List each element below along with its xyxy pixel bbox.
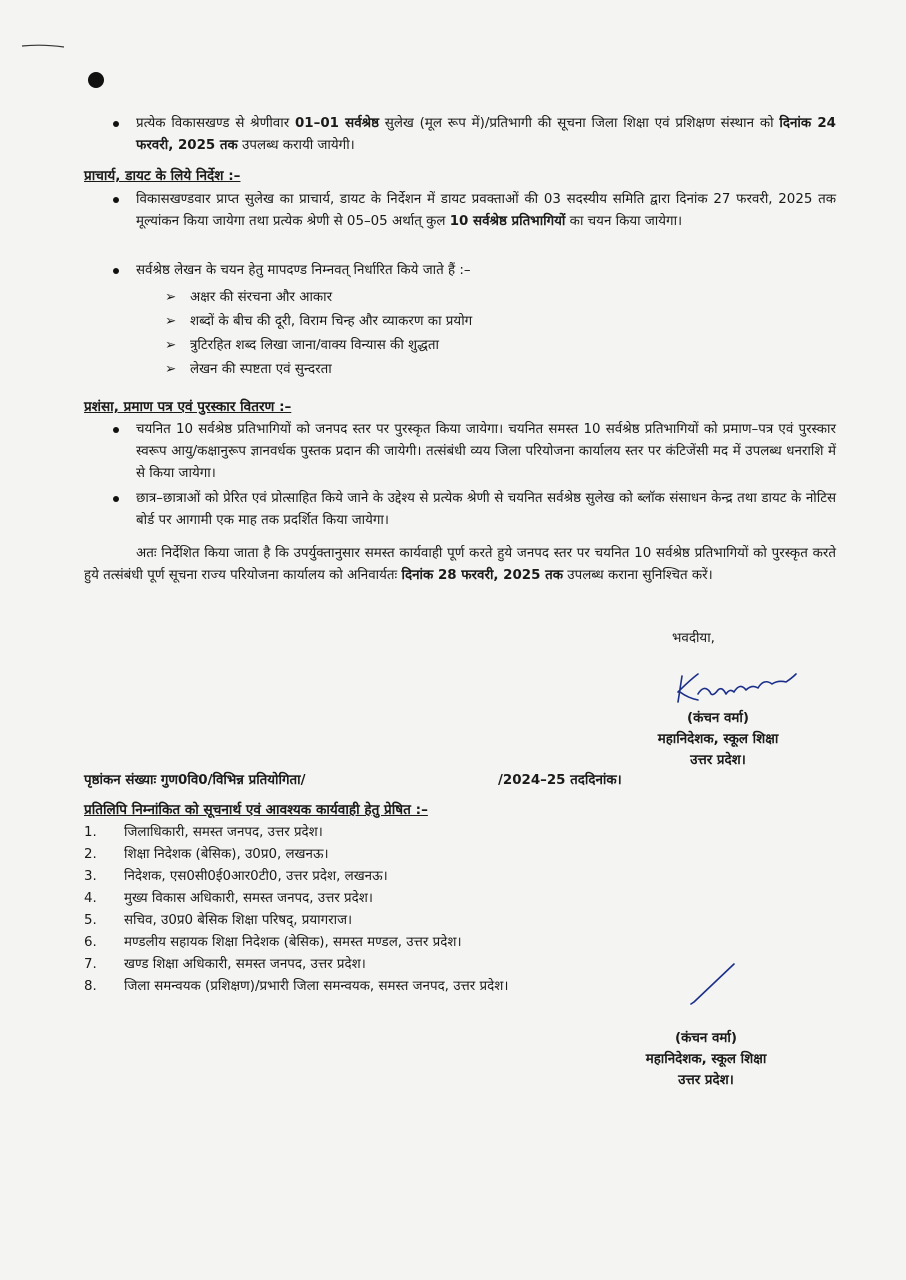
punch-hole	[88, 72, 104, 88]
criteria-item: अक्षर की संरचना और आकार	[190, 290, 333, 305]
signatory-name-2: (कंचन वर्मा)	[674, 1031, 738, 1046]
endorsement-date: /2024–25 तददिनांक।	[498, 773, 622, 788]
signatory-designation-2: महानिदेशक, स्कूल शिक्षा	[645, 1052, 767, 1067]
signatory-state: उत्तर प्रदेश।	[690, 753, 746, 768]
initial-mark	[690, 962, 738, 1006]
list-item: जिलाधिकारी, समस्त जनपद, उत्तर प्रदेश।	[124, 825, 323, 840]
list-item-number: 4.	[84, 891, 97, 906]
list-item: मण्डलीय सहायक शिक्षा निदेशक (बेसिक), समस्त मण्डल, उत्तर प्रदेश।	[124, 935, 462, 950]
awards-bullet-1: चयनित 10 सर्वश्रेष्ठ प्रतिभागियों को जनपद स्तर पर पुरस्कृत किया जायेगा। चयनित समस्त 10 सर्वश्रेष्ठ प्रतिभागियों को प्रमाण–पत्र एवं पुरस्कार स्वरूप आयु/कक्षानुरूप ज्ञानवर्धक पुस्तक प्रदान की जायेगी। तत्संबंधी व्यय जिला परियोजना कार्यालय स्तर पर कंटिजेंसी मद में उपलब्ध धनराशि में से किया जायेगा।	[136, 422, 836, 481]
principal-bullet-1: विकासखण्डवार प्राप्त सुलेख का प्राचार्य, डायट के निर्देशन में डायट प्रवक्ताओं की 03 सदस्यीय समिति द्वारा दिनांक 27 फरवरी, 2025 तक मूल्यांकन किया जायेगा तथा प्रत्येक श्रेणी से 05–05 अर्थात् कुल 10 सर्वश्रेष्ठ प्रतिभागियों का चयन किया जायेगा।	[136, 192, 836, 229]
bullet-icon	[113, 268, 119, 274]
awards-bullet-2: छात्र–छात्राओं को प्रेरित एवं प्रोत्साहित किये जाने के उद्देश्य से प्रत्येक श्रेणी से चयनित सर्वश्रेष्ठ सुलेख को ब्लॉक संसाधन केन्द्र तथा डायट के नोटिस बोर्ड पर आगामी एक माह तक प्रदर्शित किया जायेगा।	[136, 491, 836, 528]
bullet-icon	[113, 496, 119, 502]
arrow-icon: ➢	[165, 338, 177, 353]
salutation: भवदीया,	[672, 631, 715, 646]
bullet-icon	[113, 197, 119, 203]
intro-bullet: प्रत्येक विकासखण्ड से श्रेणीवार 01–01 सर्वश्रेष्ठ सुलेख (मूल रूप में)/प्रतिभागी की सूचना जिला शिक्षा एवं प्रशिक्षण संस्थान को दिनांक 24 फरवरी, 2025 तक उपलब्ध करायी जायेगी।	[136, 116, 836, 153]
endorsement-label: पृष्ठांकन संख्याः गुण0वि0/विभिन्न प्रतियोगिता/	[84, 773, 306, 788]
principal-bullet-2: सर्वश्रेष्ठ लेखन के चयन हेतु मापदण्ड निम्नवत् निर्धारित किये जाते हैं :–	[136, 263, 471, 278]
list-item: सचिव, उ0प्र0 बेसिक शिक्षा परिषद्, प्रयागराज।	[124, 913, 353, 928]
list-item-number: 2.	[84, 847, 97, 862]
criteria-item: शब्दों के बीच की दूरी, विराम चिन्ह और व्याकरण का प्रयोग	[190, 314, 473, 329]
section-heading-awards: प्रशंसा, प्रमाण पत्र एवं पुरस्कार वितरण :–	[84, 399, 292, 415]
list-item: मुख्य विकास अधिकारी, समस्त जनपद, उत्तर प्रदेश।	[124, 891, 373, 906]
scan-mark	[22, 44, 64, 48]
section-heading-principal: प्राचार्य, डायट के लिये निर्देश :–	[84, 168, 241, 184]
arrow-icon: ➢	[165, 314, 177, 329]
signatory-name: (कंचन वर्मा)	[686, 711, 750, 726]
bullet-icon	[113, 427, 119, 433]
list-item: जिला समन्वयक (प्रशिक्षण)/प्रभारी जिला समन्वयक, समस्त जनपद, उत्तर प्रदेश।	[124, 979, 509, 994]
list-item-number: 1.	[84, 825, 97, 840]
list-item-number: 8.	[84, 979, 97, 994]
closing-paragraph: अतः निर्देशित किया जाता है कि उपर्युक्तानुसार समस्त कार्यवाही पूर्ण करते हुये जनपद स्तर पर चयनित 10 सर्वश्रेष्ठ प्रतिभागियों को पुरस्कृत करते हुये तत्संबंधी पूर्ण सूचना राज्य परियोजना कार्यालय को अनिवार्यतः दिनांक 28 फरवरी, 2025 तक उपलब्ध कराना सुनिश्चित करें।	[84, 546, 836, 583]
arrow-icon: ➢	[165, 290, 177, 305]
signatory-designation: महानिदेशक, स्कूल शिक्षा	[657, 732, 779, 747]
bullet-icon	[113, 121, 119, 127]
list-item-number: 6.	[84, 935, 97, 950]
list-item-number: 7.	[84, 957, 97, 972]
copy-to-heading: प्रतिलिपि निम्नांकित को सूचनार्थ एवं आवश्यक कार्यवाही हेतु प्रेषित :–	[84, 802, 428, 818]
list-item: निदेशक, एस0सी0ई0आर0टी0, उत्तर प्रदेश, लखनऊ।	[124, 869, 388, 884]
list-item: खण्ड शिक्षा अधिकारी, समस्त जनपद, उत्तर प्रदेश।	[124, 957, 366, 972]
arrow-icon: ➢	[165, 362, 177, 377]
criteria-item: लेखन की स्पष्टता एवं सुन्दरता	[190, 362, 332, 377]
signatory-state-2: उत्तर प्रदेश।	[678, 1073, 734, 1088]
list-item: शिक्षा निदेशक (बेसिक), उ0प्र0, लखनऊ।	[124, 847, 329, 862]
signature	[668, 668, 798, 710]
criteria-item: त्रुटिरहित शब्द लिखा जाना/वाक्य विन्यास की शुद्धता	[190, 338, 439, 353]
list-item-number: 5.	[84, 913, 97, 928]
list-item-number: 3.	[84, 869, 97, 884]
